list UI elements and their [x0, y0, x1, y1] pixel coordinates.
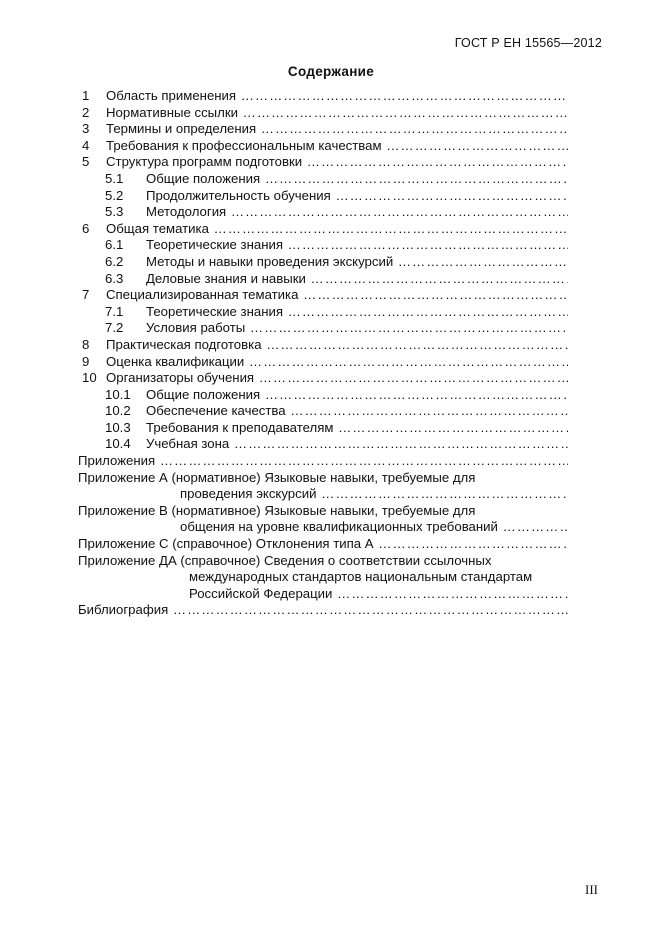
toc-entry[interactable]: [0, 254, 662, 271]
toc-entry[interactable]: [0, 287, 662, 304]
toc-entry-text: Требования к профессиональным качествам …………………………………………………………………………………………………………………………………………………………………………………: [106, 138, 568, 155]
toc-entry-text: Обеспечение качества …………………………………………………………………………………………………………………………………………………………………………………: [146, 403, 568, 420]
toc-entry[interactable]: [0, 569, 662, 586]
toc-entry[interactable]: [0, 602, 662, 619]
toc-entry-text: Теоретические знания …………………………………………………………………………………………………………………………………………………………………………………: [146, 237, 568, 254]
toc-entry-text: Требования к преподавателям …………………………………………………………………………………………………………………………………………………………………………………: [146, 420, 568, 437]
toc-entry[interactable]: [0, 88, 662, 105]
toc-entry-text: Методология …………………………………………………………………………………………………………………………………………………………………………………: [146, 204, 568, 221]
toc-entry-text: Условия работы …………………………………………………………………………………………………………………………………………………………………………………: [146, 320, 568, 337]
toc-entry-text: Приложение А (нормативное) Языковые навыки, требуемые для: [78, 469, 476, 485]
toc-entry-number: 6.2: [105, 253, 124, 269]
toc-entry[interactable]: [0, 304, 662, 321]
toc-entry-number: 9: [82, 353, 90, 369]
toc-entry-number: 5: [82, 154, 90, 170]
toc-entry[interactable]: [0, 204, 662, 221]
toc-entry-number: 7.2: [105, 320, 124, 336]
toc-entry-text: Нормативные ссылки …………………………………………………………………………………………………………………………………………………………………………………: [106, 105, 568, 122]
toc-entry[interactable]: [0, 553, 662, 570]
toc-entry-text: Библиография …………………………………………………………………………………………………………………………………………………………………………………: [78, 602, 568, 619]
table-of-contents: [0, 88, 662, 619]
toc-entry[interactable]: [0, 138, 662, 155]
toc-entry[interactable]: [0, 503, 662, 520]
toc-entry[interactable]: [0, 420, 662, 437]
toc-entry-number: 2: [82, 104, 90, 120]
toc-entry-text: Продолжительность обучения …………………………………………………………………………………………………………………………………………………………………………………: [146, 188, 568, 205]
toc-entry-number: 5.3: [105, 204, 124, 220]
toc-entry-number: 1: [82, 88, 90, 103]
toc-entry-number: 6: [82, 220, 90, 236]
toc-entry-text: международных стандартов национальным стандартам: [189, 569, 533, 585]
toc-entry[interactable]: [0, 105, 662, 122]
toc-entry-text: Приложение С (справочное) Отклонения типа А …………………………………………………………………………………………………………………………………………………………………………………: [78, 536, 568, 553]
toc-entry[interactable]: [0, 436, 662, 453]
toc-entry[interactable]: [0, 486, 662, 503]
toc-entry-number: 4: [82, 137, 90, 153]
toc-entry[interactable]: [0, 121, 662, 138]
toc-entry[interactable]: [0, 470, 662, 487]
toc-entry-number: 5.1: [105, 170, 124, 186]
toc-entry[interactable]: [0, 453, 662, 470]
toc-entry[interactable]: [0, 387, 662, 404]
toc-entry-text: Практическая подготовка …………………………………………………………………………………………………………………………………………………………………………………: [106, 337, 568, 354]
toc-entry-number: 5.2: [105, 187, 124, 203]
toc-entry-text: Специализированная тематика …………………………………………………………………………………………………………………………………………………………………………………: [106, 287, 568, 304]
toc-entry-text: Российской Федерации …………………………………………………………………………………………………………………………………………………………………………………: [189, 586, 568, 603]
toc-entry[interactable]: [0, 188, 662, 205]
toc-entry-text: Термины и определения …………………………………………………………………………………………………………………………………………………………………………………: [106, 121, 568, 138]
toc-entry-text: Деловые знания и навыки …………………………………………………………………………………………………………………………………………………………………………………: [146, 271, 568, 288]
toc-entry-text: Оценка квалификации …………………………………………………………………………………………………………………………………………………………………………………: [106, 354, 568, 371]
standard-designation: ГОСТ Р ЕН 15565—2012: [454, 36, 602, 50]
toc-entry-text: Приложение В (нормативное) Языковые навыки, требуемые для: [78, 502, 476, 518]
toc-entry-number: 7: [82, 287, 90, 303]
toc-entry-text: Общие положения …………………………………………………………………………………………………………………………………………………………………………………: [146, 171, 568, 188]
toc-entry[interactable]: [0, 154, 662, 171]
toc-entry-text: Теоретические знания …………………………………………………………………………………………………………………………………………………………………………………: [146, 304, 568, 321]
toc-entry-text: Общие положения …………………………………………………………………………………………………………………………………………………………………………………: [146, 387, 568, 404]
toc-entry[interactable]: [0, 519, 662, 536]
toc-entry-number: 10: [82, 370, 97, 386]
toc-entry-text: Структура программ подготовки …………………………………………………………………………………………………………………………………………………………………………………: [106, 154, 568, 171]
toc-entry[interactable]: [0, 221, 662, 238]
toc-entry-number: 7.1: [105, 303, 124, 319]
toc-entry-number: 10.4: [105, 436, 131, 452]
page-title: Содержание: [287, 64, 375, 79]
toc-entry[interactable]: [0, 403, 662, 420]
toc-entry-text: Приложения …………………………………………………………………………………………………………………………………………………………………………………: [78, 453, 568, 470]
toc-entry-number: 3: [82, 121, 90, 137]
toc-entry[interactable]: [0, 370, 662, 387]
toc-entry[interactable]: [0, 171, 662, 188]
toc-entry-text: проведения экскурсий …………………………………………………………………………………………………………………………………………………………………………………: [180, 486, 568, 503]
page-number: III: [585, 882, 598, 897]
toc-entry-text: Учебная зона …………………………………………………………………………………………………………………………………………………………………………………: [146, 436, 568, 453]
toc-entry-number: 6.3: [105, 270, 124, 286]
toc-entry[interactable]: [0, 354, 662, 371]
toc-entry-text: Общая тематика …………………………………………………………………………………………………………………………………………………………………………………: [106, 221, 568, 238]
toc-entry[interactable]: [0, 320, 662, 337]
toc-entry-number: 10.1: [105, 386, 131, 402]
toc-entry[interactable]: [0, 271, 662, 288]
toc-entry[interactable]: [0, 536, 662, 553]
toc-entry-number: 6.1: [105, 237, 124, 253]
toc-entry-text: Организаторы обучения …………………………………………………………………………………………………………………………………………………………………………………: [106, 370, 568, 387]
toc-entry-number: 8: [82, 336, 90, 352]
toc-entry-text: Приложение ДА (справочное) Сведения о соответствии ссылочных: [78, 552, 492, 568]
toc-entry-number: 10.3: [105, 419, 131, 435]
toc-entry[interactable]: [0, 237, 662, 254]
toc-entry-text: Область применения …………………………………………………………………………………………………………………………………………………………………………………: [106, 88, 568, 105]
toc-entry-number: 10.2: [105, 403, 131, 419]
toc-entry[interactable]: [0, 337, 662, 354]
toc-entry-text: общения на уровне квалификационных требований …………………………………………………………………………………………………………………………………………………………………………………: [180, 519, 568, 536]
toc-entry-text: Методы и навыки проведения экскурсий …………………………………………………………………………………………………………………………………………………………………………………: [146, 254, 568, 271]
toc-entry[interactable]: [0, 586, 662, 603]
